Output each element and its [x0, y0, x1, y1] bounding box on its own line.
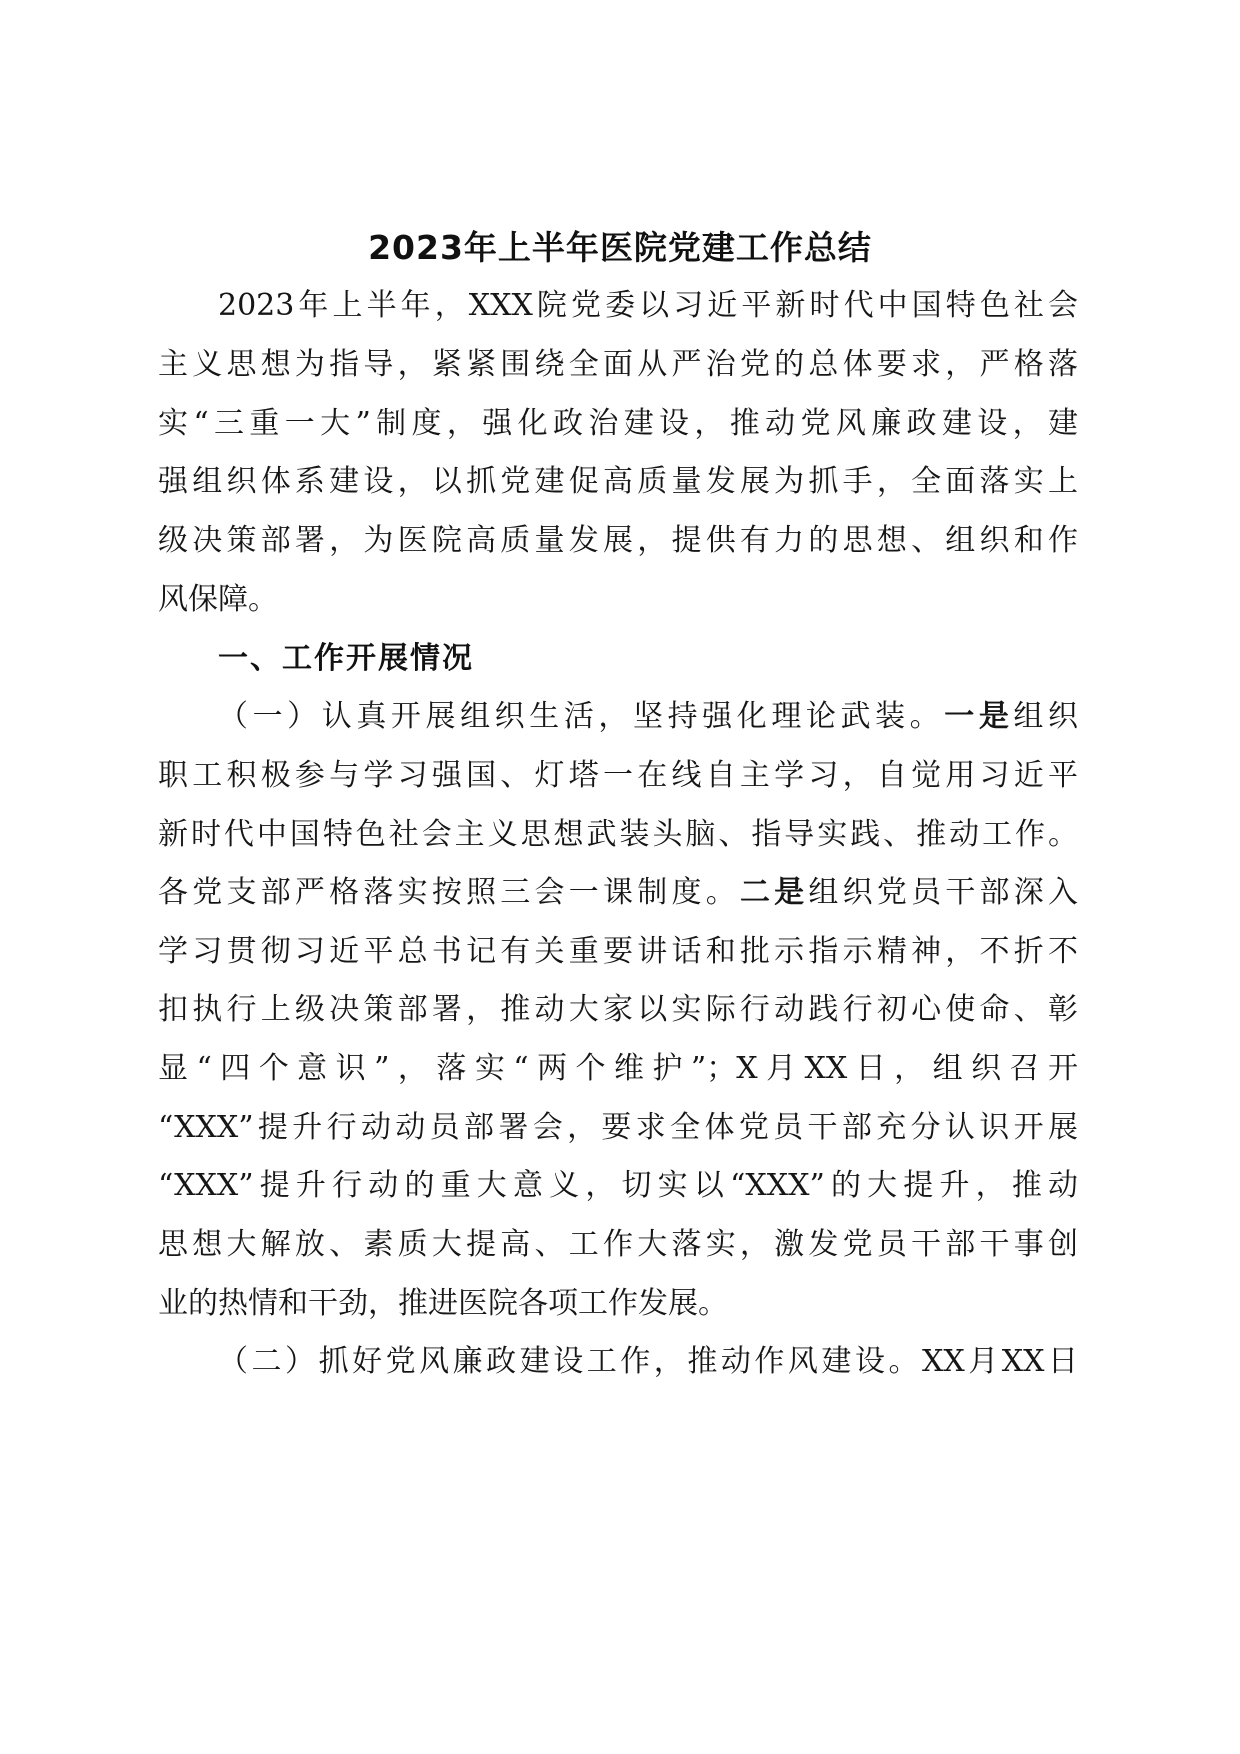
sub1-line: 业的热情和干劲，推进医院各项工作发展。: [158, 1286, 728, 1321]
sub1-line: [158, 873, 1078, 913]
sub1-line: 扣执行上级决策部署，推动大家以实际行动践行初心使命、彰: [158, 992, 1078, 1027]
intro-line: 风保障。: [158, 582, 278, 617]
sub1-text: 各党支部严格落实按照三会一课制度。: [158, 875, 740, 910]
sub1-text: 组织党员干部深入: [808, 875, 1079, 910]
sub1-line: 思想大解放、素质大提高、工作大落实，激发党员干部干事创: [158, 1227, 1078, 1262]
sub1-line: “XXX”提升行动的重大意义，切实以“XXX”的大提升，推动: [158, 1168, 1078, 1203]
sub1-line: [218, 697, 1078, 737]
sub1-line: 显“四个意识”，落实“两个维护”；X月XX日，组织召开: [158, 1051, 1078, 1086]
sub1-text: 组织: [1013, 699, 1079, 734]
intro-line: 2023年上半年，XXX院党委以习近平新时代中国特色社会: [218, 288, 1078, 323]
intro-line: 强组织体系建设，以抓党建促高质量发展为抓手，全面落实上: [158, 464, 1078, 499]
intro-line: 实“三重一大”制度，强化政治建设，推动党风廉政建设，建: [158, 406, 1078, 441]
section-heading: 一、工作开展情况: [218, 641, 474, 676]
sub1-line: 职工积极参与学习强国、灯塔一在线自主学习，自觉用习近平: [158, 758, 1078, 793]
bold-marker: 二是: [739, 875, 809, 910]
sub2-line: （二）抓好党风廉政建设工作，推动作风建设。XX月XX日: [218, 1344, 1078, 1379]
sub1-title: （一）认真开展组织生活，坚持强化理论武装。: [218, 699, 945, 734]
document-title: 2023年上半年医院党建工作总结: [368, 228, 872, 267]
sub1-line: 新时代中国特色社会主义思想武装头脑、指导实践、推动工作。: [158, 817, 1078, 852]
bold-marker: 一是: [944, 699, 1014, 734]
sub1-line: 学习贯彻习近平总书记有关重要讲话和批示指示精神，不折不: [158, 934, 1078, 969]
sub1-line: “XXX”提升行动动员部署会，要求全体党员干部充分认识开展: [158, 1110, 1078, 1145]
intro-line: 主义思想为指导，紧紧围绕全面从严治党的总体要求，严格落: [158, 347, 1078, 382]
intro-line: 级决策部署，为医院高质量发展，提供有力的思想、组织和作: [158, 523, 1078, 558]
